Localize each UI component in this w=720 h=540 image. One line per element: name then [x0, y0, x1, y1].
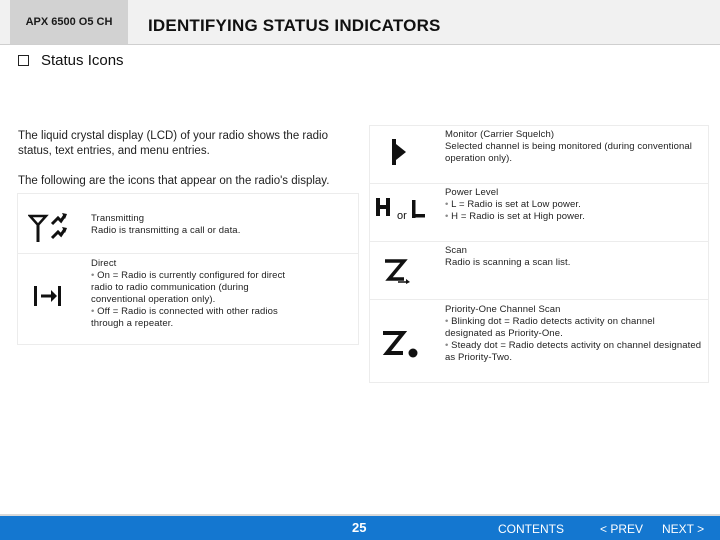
scan-panel	[370, 242, 708, 300]
section-heading	[18, 52, 124, 69]
section-title: Status Icons	[41, 52, 124, 69]
priority-bullet-1: Blinking dot = Radio detects activity on channel designated as Priority-One.	[445, 316, 655, 339]
monitor-name: Monitor (Carrier Squelch)	[445, 129, 555, 140]
prev-link[interactable]: < PREV	[600, 522, 644, 536]
power-level-text: Power Level • L = Radio is set at Low power. • H = Radio is set at High power.	[445, 187, 705, 223]
intro-paragraph-2: The following are the icons that appear on the radio's display.	[18, 175, 330, 187]
direct-bullet-1: On = Radio is currently configured for direct radio to radio communication (during conventional operation only).	[91, 270, 286, 305]
page-number: 25	[352, 520, 367, 535]
monitor-icon	[392, 139, 408, 165]
scan-text	[445, 245, 705, 269]
model-label: APX 6500 O5 CH	[10, 0, 128, 44]
priority-scan-text: Priority-One Channel Scan • Blinking dot = Radio detects activity on channel designated as Priority-One. • Steady dot = Radio detects activity on channel designated as Priority-Two.	[445, 304, 705, 364]
checkbox-bullet-icon	[18, 55, 29, 66]
direct-panel	[18, 254, 358, 344]
transmitting-text	[91, 213, 351, 237]
direct-icon	[33, 284, 63, 308]
direct-text: Direct • On = Radio is currently configured for direct radio to radio communication (during conventional operation only). • Off = Radio is connected with other radios through a repeater.	[91, 258, 301, 330]
priority-bullet-2: Steady dot = Radio detects activity on channel designated as Priority-Two.	[445, 340, 702, 363]
header-divider	[0, 44, 720, 45]
power-level-icon	[376, 196, 436, 226]
power-level-name: Power Level	[445, 187, 499, 198]
page-title: IDENTIFYING STATUS INDICATORS	[148, 16, 441, 35]
power-level-panel	[370, 184, 708, 242]
transmitting-icon	[28, 212, 68, 246]
direct-name: Direct	[91, 258, 117, 269]
contents-link[interactable]: CONTENTS	[498, 522, 564, 536]
next-link[interactable]: NEXT >	[662, 522, 705, 536]
direct-bullet-2: Off = Radio is connected with other radios through a repeater.	[91, 306, 278, 329]
transmitting-panel	[18, 194, 358, 254]
scan-name: Scan	[445, 245, 468, 256]
monitor-text	[445, 129, 705, 165]
transmitting-desc: Radio is transmitting a call or data.	[91, 225, 241, 236]
scan-icon	[384, 258, 410, 284]
priority-scan-name: Priority-One Channel Scan	[445, 304, 561, 315]
scan-desc: Radio is scanning a scan list.	[445, 257, 571, 268]
high-power-icon	[376, 198, 390, 216]
intro-paragraph-1: The liquid crystal display (LCD) of your radio shows the radio status, text entries, and menu entries.	[18, 130, 328, 157]
priority-scan-icon	[382, 330, 418, 358]
power-bullet-2: H = Radio is set at High power.	[451, 211, 585, 222]
priority-scan-panel	[370, 300, 708, 382]
monitor-desc: Selected channel is being monitored (during conventional operation only).	[445, 141, 692, 164]
low-power-icon	[412, 200, 425, 218]
monitor-panel	[370, 126, 708, 184]
power-bullet-1: L = Radio is set at Low power.	[451, 199, 581, 210]
transmitting-name: Transmitting	[91, 213, 145, 224]
power-or-label: or	[397, 210, 407, 222]
